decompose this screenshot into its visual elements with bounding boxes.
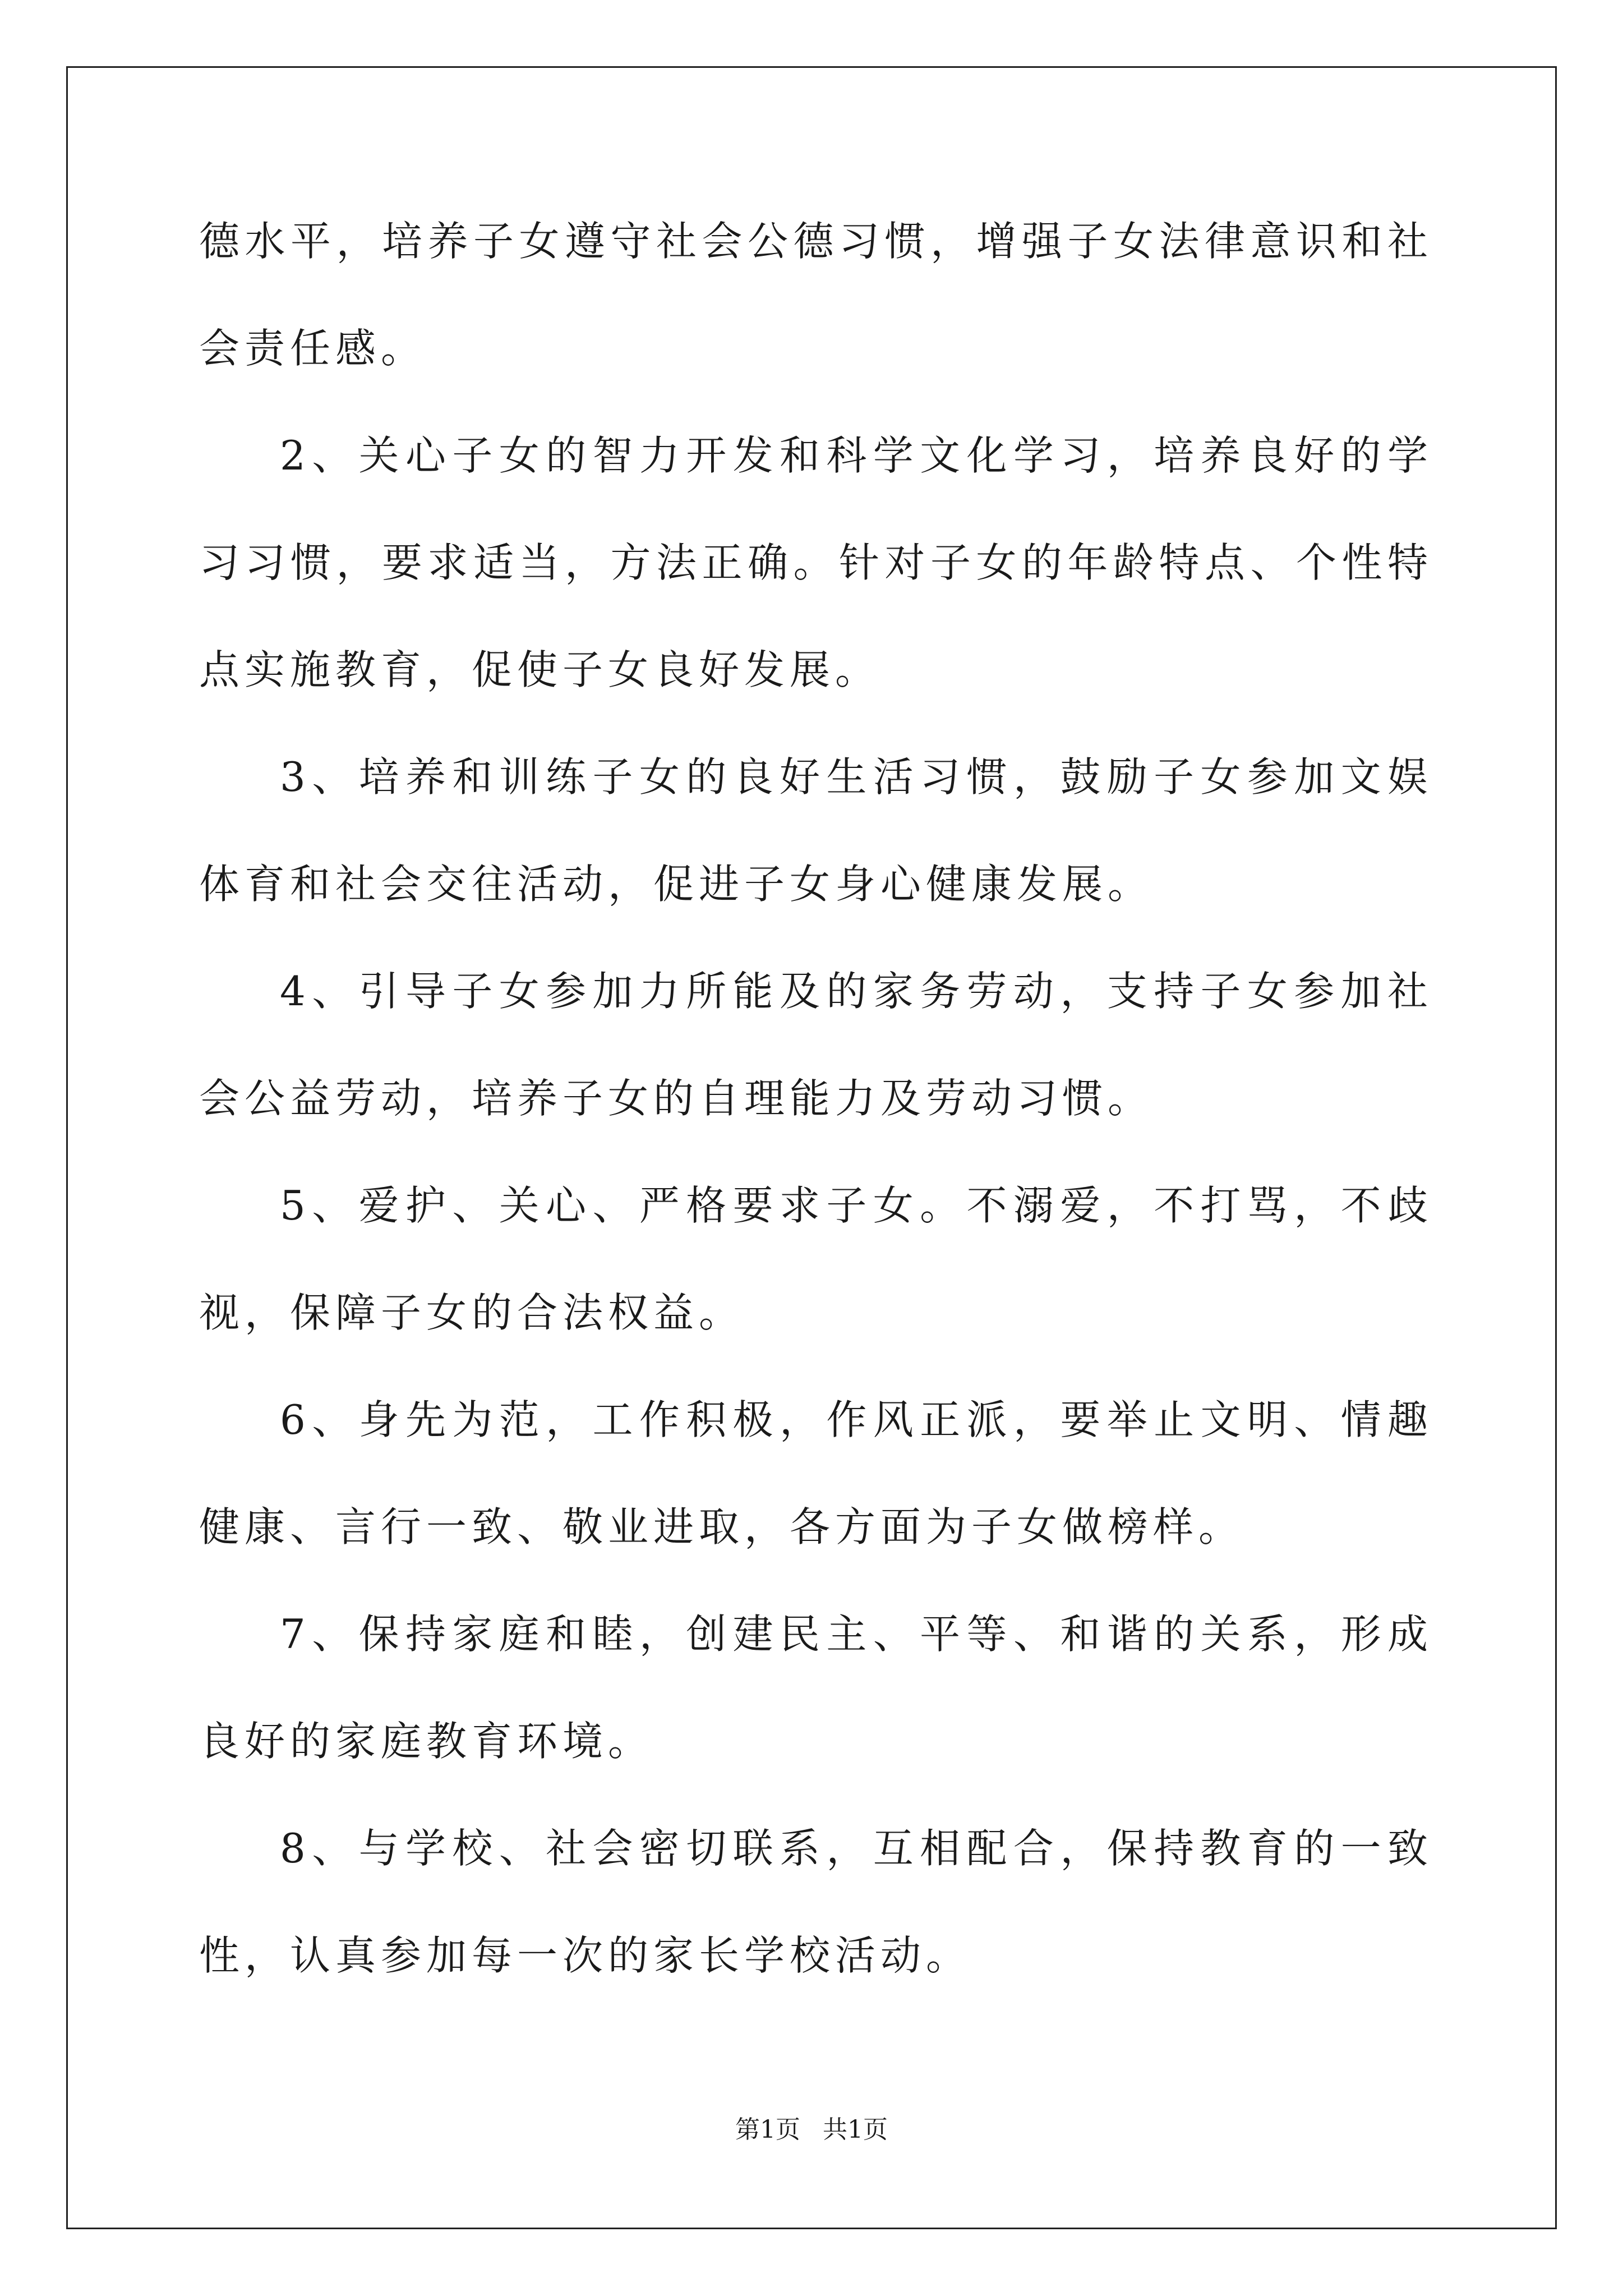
paragraph-continuation: 德水平，培养子女遵守社会公德习惯，增强子女法律意识和社会责任感。 [199, 218, 1433, 372]
paragraph-item-3: 3、培养和训练子女的良好生活习惯，鼓励子女参加文娱体育和社会交往活动，促进子女身心健康发展。 [199, 753, 1433, 908]
paragraph-item-5: 5、爱护、关心、严格要求子女。不溺爱，不打骂，不歧视，保障子女的合法权益。 [199, 1182, 1433, 1336]
paragraph-item-6: 6、身先为范，工作积极，作风正派，要举止文明、情趣健康、言行一致、敬业进取，各方面为子女做榜样。 [199, 1396, 1433, 1550]
document-body [199, 188, 1433, 2009]
paragraph-item-2: 2、关心子女的智力开发和科学文化学习，培养良好的学习习惯，要求适当，方法正确。针对子女的年龄特点、个性特点实施教育，促使子女良好发展。 [199, 432, 1433, 693]
paragraph-item-8: 8、与学校、社会密切联系，互相配合，保持教育的一致性，认真参加每一次的家长学校活动。 [199, 1825, 1433, 1979]
paragraph-item-7: 7、保持家庭和睦，创建民主、平等、和谐的关系，形成良好的家庭教育环境。 [199, 1611, 1433, 1765]
page-number-total: 共1页 [823, 2115, 888, 2144]
paragraph-item-4: 4、引导子女参加力所能及的家务劳动，支持子女参加社会公益劳动，培养子女的自理能力及劳动习惯。 [199, 968, 1433, 1122]
page-number-current: 第1页 [735, 2115, 800, 2144]
page-footer [0, 2109, 1623, 2145]
